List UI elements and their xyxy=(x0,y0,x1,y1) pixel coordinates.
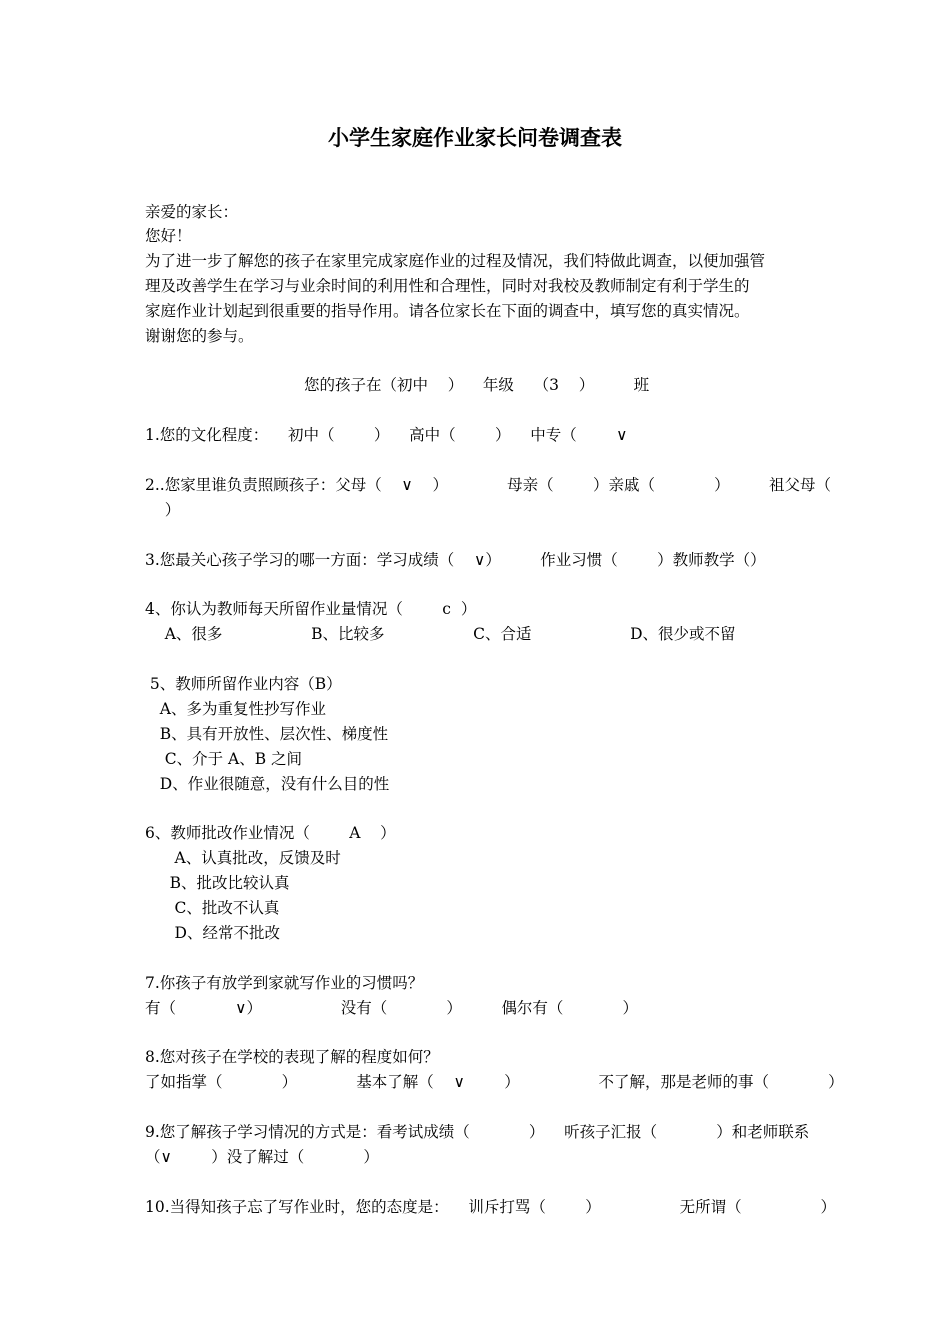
question-4-options: A、很多 B、比较多 C、合适 D、很少或不留 xyxy=(145,625,736,643)
class-info-line: 您的孩子在（初中 ） 年级 （3 ） 班 xyxy=(304,376,650,394)
intro-line-1: 为了进一步了解您的孩子在家里完成家庭作业的过程及情况，我们特做此调查，以便加强管 xyxy=(145,252,766,270)
intro-line-4: 谢谢您的参与。 xyxy=(145,327,254,345)
question-9-line-2: （∨ ）没了解过（ ） xyxy=(145,1148,379,1166)
intro-line-2: 理及改善学生在学习与业余时间的利用性和合理性，同时对我校及教师制定有利于学生的 xyxy=(145,277,750,295)
question-5-option-c: C、介于 A、B 之间 xyxy=(145,750,303,768)
question-9-line-1: 9.您了解孩子学习情况的方式是：看考试成绩（ ） 听孩子汇报（ ）和老师联系 xyxy=(145,1123,810,1141)
question-7-options: 有（ ∨） 没有（ ） 偶尔有（ ） xyxy=(145,999,638,1017)
question-8-stem: 8.您对孩子在学校的表现了解的程度如何？ xyxy=(145,1048,439,1066)
salutation: 亲爱的家长： xyxy=(145,203,239,221)
question-6-option-d: D、经常不批改 xyxy=(145,924,280,942)
page-title: 小学生家庭作业家长问卷调查表 xyxy=(328,125,622,150)
question-7-stem: 7.你孩子有放学到家就写作业的习惯吗？ xyxy=(145,974,424,992)
question-3: 3.您最关心孩子学习的哪一方面：学习成绩（ ∨） 作业习惯（ ）教师教学（） xyxy=(145,551,766,569)
question-5-option-b: B、具有开放性、层次性、梯度性 xyxy=(145,725,389,743)
question-2-line-2: ） xyxy=(145,501,181,519)
greeting: 您好！ xyxy=(145,227,192,245)
question-4-stem: 4、你认为教师每天所留作业量情况（ c ） xyxy=(145,600,477,618)
question-6-stem: 6、教师批改作业情况（ A ） xyxy=(145,824,396,842)
question-5-option-d: D、作业很随意，没有什么目的性 xyxy=(145,775,390,793)
question-1: 1.您的文化程度： 初中（ ） 高中（ ） 中专（ ∨ xyxy=(145,426,628,444)
question-6-option-a: A、认真批改，反馈及时 xyxy=(145,849,341,867)
intro-line-3: 家庭作业计划起到很重要的指导作用。请各位家长在下面的调查中，填写您的真实情况。 xyxy=(145,302,750,320)
question-2-line-1: 2..您家里谁负责照顾孩子：父母（ ∨ ） 母亲（ ）亲戚（ ） 祖父母（ xyxy=(145,476,832,494)
question-6-option-c: C、批改不认真 xyxy=(145,899,280,917)
question-8-options: 了如指掌（ ） 基本了解（ ∨ ） 不了解，那是老师的事（ ） xyxy=(145,1073,844,1091)
question-5-stem: 5、教师所留作业内容（B） xyxy=(145,675,342,693)
question-6-option-b: B、批改比较认真 xyxy=(145,874,290,892)
question-10: 10.当得知孩子忘了写作业时，您的态度是： 训斥打骂（ ） 无所谓（ ） xyxy=(145,1198,836,1216)
question-5-option-a: A、多为重复性抄写作业 xyxy=(145,700,326,718)
